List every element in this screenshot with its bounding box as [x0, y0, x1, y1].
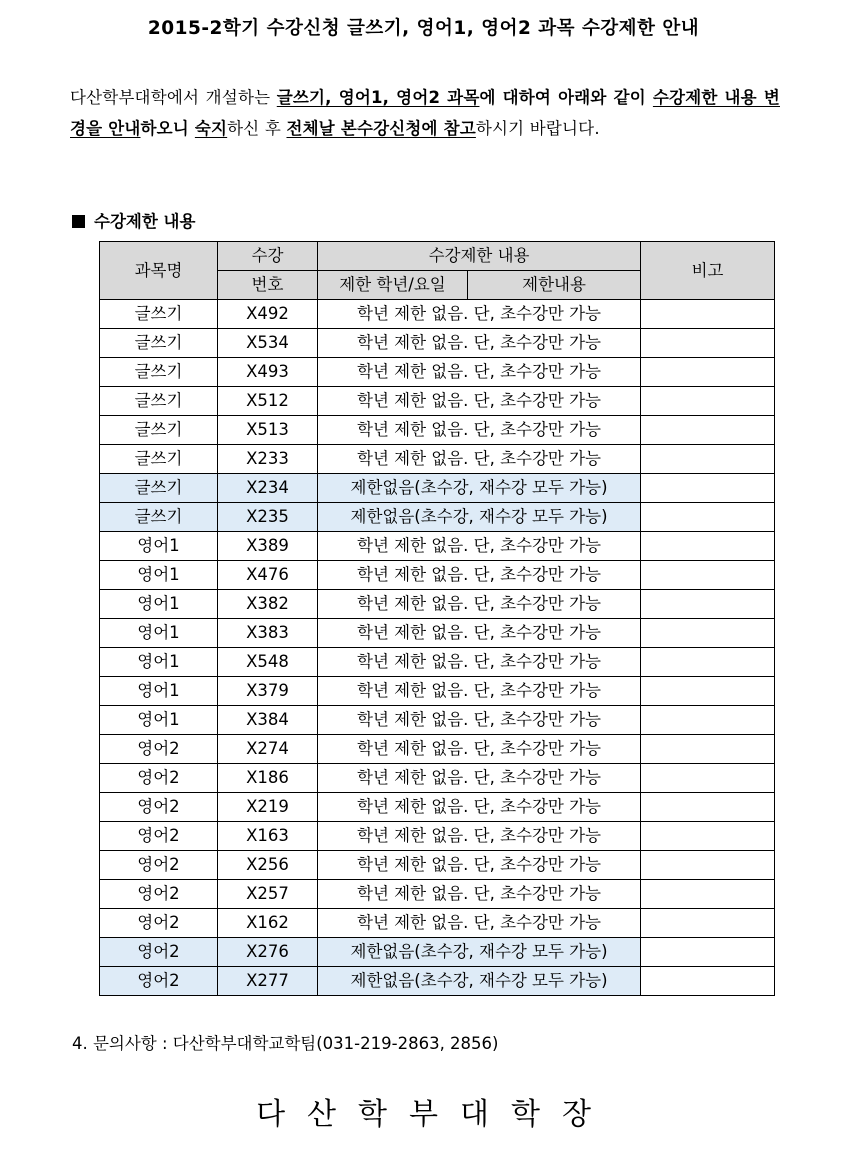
cell-subject: 영어2 — [100, 880, 218, 909]
cell-subject: 영어1 — [100, 677, 218, 706]
signature: 다산학부대학장 — [256, 1097, 613, 1132]
cell-course-code: X257 — [218, 880, 318, 909]
cell-note — [641, 735, 775, 764]
cell-note — [641, 851, 775, 880]
cell-note — [641, 358, 775, 387]
table-header-row-1 — [100, 242, 775, 271]
table-row — [100, 938, 775, 967]
cell-course-code: X534 — [218, 329, 318, 358]
cell-note — [641, 532, 775, 561]
cell-course-code: X493 — [218, 358, 318, 387]
cell-restriction: 학년 제한 없음. 단, 초수강만 가능 — [318, 735, 641, 764]
header-course-no-top: 수강 — [218, 242, 318, 271]
cell-course-code: X186 — [218, 764, 318, 793]
cell-subject: 영어2 — [100, 967, 218, 996]
cell-note — [641, 706, 775, 735]
cell-course-code: X513 — [218, 416, 318, 445]
contact-info: 4. 문의사항 : 다산학부대학교학팀(031-219-2863, 2856) — [72, 1034, 499, 1053]
intro-emphasis-4: 전체날 본수강신청에 참고 — [286, 119, 476, 138]
cell-subject: 영어2 — [100, 735, 218, 764]
cell-subject: 영어2 — [100, 822, 218, 851]
cell-subject: 글쓰기 — [100, 416, 218, 445]
cell-note — [641, 503, 775, 532]
table-row — [100, 300, 775, 329]
cell-subject: 영어1 — [100, 619, 218, 648]
cell-restriction: 학년 제한 없음. 단, 초수강만 가능 — [318, 561, 641, 590]
table-row — [100, 822, 775, 851]
header-note: 비고 — [641, 242, 775, 300]
cell-restriction: 제한없음(초수강, 재수강 모두 가능) — [318, 967, 641, 996]
cell-subject: 글쓰기 — [100, 300, 218, 329]
cell-restriction: 학년 제한 없음. 단, 초수강만 가능 — [318, 909, 641, 938]
cell-course-code: X219 — [218, 793, 318, 822]
table-row — [100, 590, 775, 619]
cell-course-code: X476 — [218, 561, 318, 590]
table-row — [100, 648, 775, 677]
cell-course-code: X235 — [218, 503, 318, 532]
cell-restriction: 학년 제한 없음. 단, 초수강만 가능 — [318, 619, 641, 648]
table-row — [100, 706, 775, 735]
cell-note — [641, 822, 775, 851]
cell-note — [641, 329, 775, 358]
table-row — [100, 735, 775, 764]
cell-note — [641, 648, 775, 677]
header-restriction: 수강제한 내용 — [318, 242, 641, 271]
cell-subject: 영어1 — [100, 561, 218, 590]
intro-text-5: 하시기 바랍니다. — [475, 119, 600, 138]
header-grade-day: 제한 학년/요일 — [318, 271, 468, 300]
intro-text-4: 하신 후 — [227, 119, 287, 138]
cell-subject: 글쓰기 — [100, 445, 218, 474]
cell-note — [641, 793, 775, 822]
table-row — [100, 677, 775, 706]
cell-course-code: X389 — [218, 532, 318, 561]
cell-note — [641, 300, 775, 329]
table-row — [100, 532, 775, 561]
intro-text-2: 에 대하여 아래와 같이 — [479, 88, 653, 107]
cell-restriction: 학년 제한 없음. 단, 초수강만 가능 — [318, 880, 641, 909]
table-row — [100, 880, 775, 909]
table-row — [100, 793, 775, 822]
cell-course-code: X512 — [218, 387, 318, 416]
cell-restriction: 학년 제한 없음. 단, 초수강만 가능 — [318, 445, 641, 474]
cell-course-code: X277 — [218, 967, 318, 996]
table-row — [100, 329, 775, 358]
cell-note — [641, 590, 775, 619]
cell-note — [641, 938, 775, 967]
cell-course-code: X383 — [218, 619, 318, 648]
header-detail: 제한내용 — [468, 271, 641, 300]
cell-subject: 영어1 — [100, 532, 218, 561]
cell-restriction: 학년 제한 없음. 단, 초수강만 가능 — [318, 358, 641, 387]
table-row — [100, 967, 775, 996]
table-row — [100, 445, 775, 474]
cell-course-code: X276 — [218, 938, 318, 967]
cell-restriction: 학년 제한 없음. 단, 초수강만 가능 — [318, 387, 641, 416]
table-row — [100, 387, 775, 416]
cell-note — [641, 561, 775, 590]
cell-course-code: X274 — [218, 735, 318, 764]
cell-note — [641, 764, 775, 793]
intro-paragraph — [70, 82, 780, 144]
cell-course-code: X379 — [218, 677, 318, 706]
table-row — [100, 503, 775, 532]
cell-course-code: X382 — [218, 590, 318, 619]
cell-note — [641, 416, 775, 445]
cell-subject: 영어1 — [100, 590, 218, 619]
cell-note — [641, 967, 775, 996]
table-row — [100, 416, 775, 445]
cell-course-code: X163 — [218, 822, 318, 851]
cell-restriction: 학년 제한 없음. 단, 초수강만 가능 — [318, 764, 641, 793]
table-row — [100, 358, 775, 387]
cell-restriction: 학년 제한 없음. 단, 초수강만 가능 — [318, 677, 641, 706]
intro-text-1: 다산학부대학에서 개설하는 — [70, 88, 277, 107]
cell-restriction: 학년 제한 없음. 단, 초수강만 가능 — [318, 416, 641, 445]
cell-restriction: 학년 제한 없음. 단, 초수강만 가능 — [318, 793, 641, 822]
cell-course-code: X162 — [218, 909, 318, 938]
cell-restriction: 제한없음(초수강, 재수강 모두 가능) — [318, 503, 641, 532]
cell-course-code: X233 — [218, 445, 318, 474]
cell-course-code: X384 — [218, 706, 318, 735]
cell-note — [641, 677, 775, 706]
intro-emphasis-2: 수강제한 내용 변경을 안내 — [70, 88, 780, 138]
document-title: 2015-2학기 수강신청 글쓰기, 영어1, 영어2 과목 수강제한 안내 — [147, 18, 700, 39]
cell-course-code: X548 — [218, 648, 318, 677]
cell-note — [641, 445, 775, 474]
cell-subject: 영어2 — [100, 851, 218, 880]
cell-subject: 영어2 — [100, 764, 218, 793]
section-label: 수강제한 내용 — [94, 212, 196, 231]
cell-restriction: 제한없음(초수강, 재수강 모두 가능) — [318, 938, 641, 967]
table-body — [100, 300, 775, 996]
intro-emphasis-1: 글쓰기, 영어1, 영어2 과목 — [276, 88, 480, 107]
cell-restriction: 학년 제한 없음. 단, 초수강만 가능 — [318, 822, 641, 851]
header-subject: 과목명 — [100, 242, 218, 300]
cell-restriction: 학년 제한 없음. 단, 초수강만 가능 — [318, 648, 641, 677]
cell-subject: 영어2 — [100, 938, 218, 967]
cell-note — [641, 909, 775, 938]
cell-subject: 영어1 — [100, 648, 218, 677]
intro-text-3: 하오니 — [140, 119, 195, 138]
cell-restriction: 학년 제한 없음. 단, 초수강만 가능 — [318, 590, 641, 619]
table-row — [100, 764, 775, 793]
cell-restriction: 제한없음(초수강, 재수강 모두 가능) — [318, 474, 641, 503]
cell-course-code: X234 — [218, 474, 318, 503]
table-row — [100, 561, 775, 590]
square-bullet-icon — [72, 215, 85, 228]
table-row — [100, 851, 775, 880]
section-heading — [72, 208, 195, 232]
table-row — [100, 474, 775, 503]
cell-subject: 글쓰기 — [100, 387, 218, 416]
restriction-table — [99, 241, 775, 996]
cell-subject: 영어2 — [100, 909, 218, 938]
cell-note — [641, 474, 775, 503]
cell-note — [641, 619, 775, 648]
cell-restriction: 학년 제한 없음. 단, 초수강만 가능 — [318, 851, 641, 880]
cell-course-code: X256 — [218, 851, 318, 880]
cell-note — [641, 880, 775, 909]
cell-subject: 영어1 — [100, 706, 218, 735]
table-row — [100, 909, 775, 938]
cell-restriction: 학년 제한 없음. 단, 초수강만 가능 — [318, 706, 641, 735]
cell-note — [641, 387, 775, 416]
cell-course-code: X492 — [218, 300, 318, 329]
header-course-no-bottom: 번호 — [218, 271, 318, 300]
cell-subject: 글쓰기 — [100, 358, 218, 387]
cell-subject: 글쓰기 — [100, 474, 218, 503]
cell-subject: 글쓰기 — [100, 503, 218, 532]
cell-restriction: 학년 제한 없음. 단, 초수강만 가능 — [318, 329, 641, 358]
table-row — [100, 619, 775, 648]
cell-subject: 글쓰기 — [100, 329, 218, 358]
cell-restriction: 학년 제한 없음. 단, 초수강만 가능 — [318, 532, 641, 561]
cell-subject: 영어2 — [100, 793, 218, 822]
intro-emphasis-3: 숙지 — [194, 119, 228, 138]
cell-restriction: 학년 제한 없음. 단, 초수강만 가능 — [318, 300, 641, 329]
